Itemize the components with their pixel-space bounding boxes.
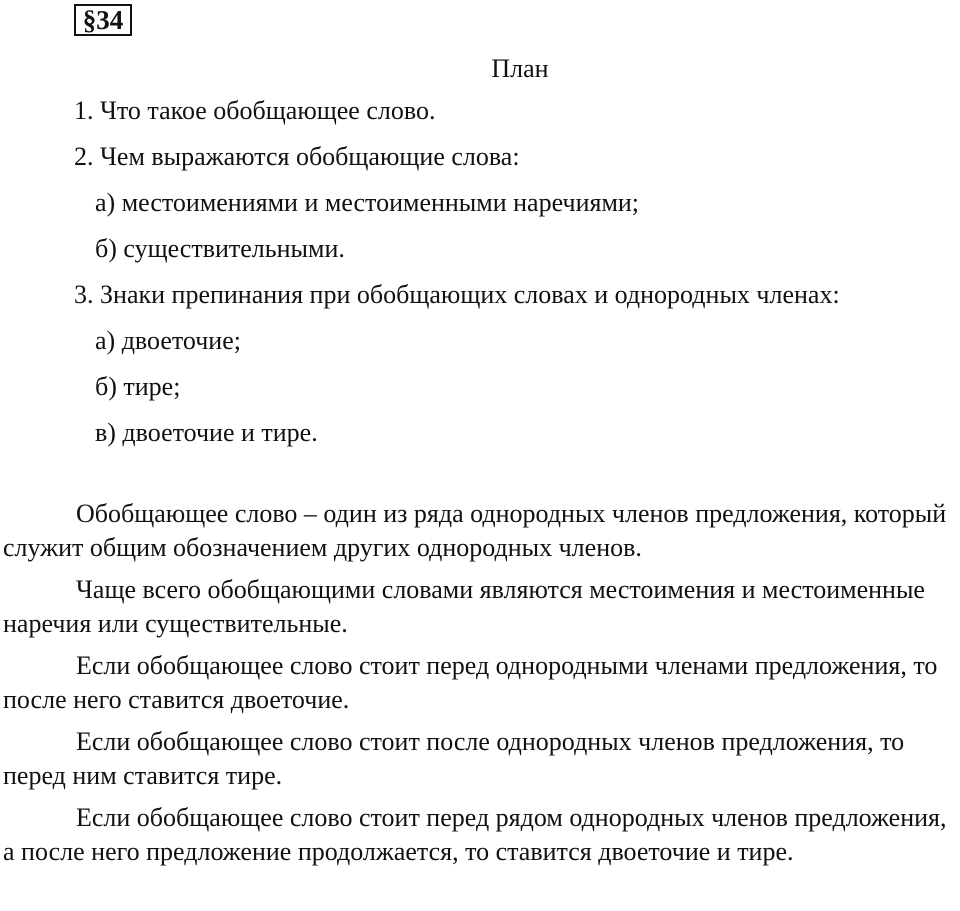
paragraph-expressed-by: Чаще всего обобщающими словами являются местоимения и местоименные наречия или существительные. bbox=[3, 575, 925, 638]
plan-subitem-2b: б) существительными. bbox=[95, 234, 345, 263]
plan-subitem-3c: в) двоеточие и тире. bbox=[95, 418, 318, 447]
plan-subitem-3b: б) тире; bbox=[95, 372, 181, 401]
paragraph-colon-dash-rule: Если обобщающее слово стоит перед рядом однородных членов предложения, а после него предложение продолжается, то ставится двоеточие и тире. bbox=[3, 803, 947, 866]
plan-item-1: 1. Что такое обобщающее слово. bbox=[74, 96, 436, 125]
plan-subitem-2a: а) местоимениями и местоименными наречиями; bbox=[95, 188, 640, 217]
plan-item-3: 3. Знаки препинания при обобщающих словах и однородных членах: bbox=[74, 280, 840, 309]
plan-subitem-3a: а) двоеточие; bbox=[95, 326, 241, 355]
section-number-box: §34 bbox=[74, 4, 132, 36]
paragraph-colon-rule: Если обобщающее слово стоит перед однородными членами предложения, то после него ставится двоеточие. bbox=[3, 651, 938, 714]
body-text bbox=[0, 497, 960, 877]
paragraph-definition: Обобщающее слово – один из ряда однородных членов предложения, который служит общим обозначением других однородных членов. bbox=[3, 499, 947, 562]
plan-title: План bbox=[491, 54, 549, 83]
paragraph-dash-rule: Если обобщающее слово стоит после однородных членов предложения, то перед ним ставится тире. bbox=[3, 727, 905, 790]
plan-item-2: 2. Чем выражаются обобщающие слова: bbox=[74, 142, 520, 171]
